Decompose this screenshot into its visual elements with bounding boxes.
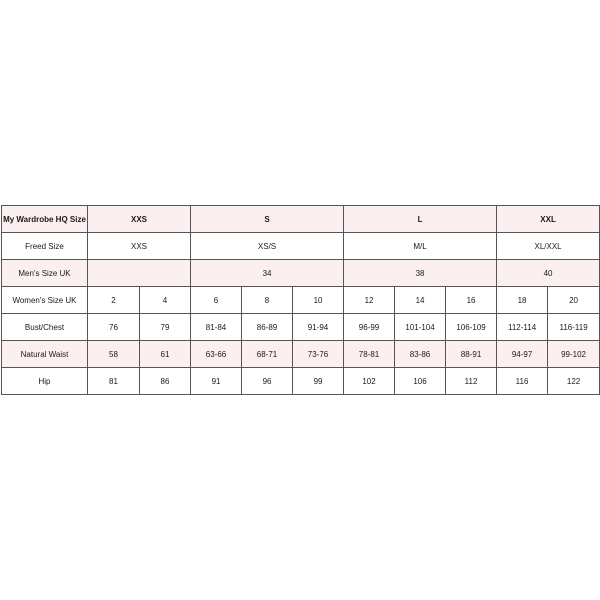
- waist-cell: 83-86: [395, 341, 446, 368]
- waist-cell: 63-66: [191, 341, 242, 368]
- bust-cell: 116-119: [548, 314, 600, 341]
- hip-cell: 112: [446, 368, 497, 395]
- waist-cell: 58: [88, 341, 140, 368]
- bust-cell: 96-99: [344, 314, 395, 341]
- table-row-bust: [2, 314, 600, 341]
- row-label-bust: Bust/Chest: [2, 314, 88, 341]
- hip-cell: 86: [140, 368, 191, 395]
- waist-cell: 88-91: [446, 341, 497, 368]
- womens-size-cell: 6: [191, 287, 242, 314]
- womens-size-cell: 2: [88, 287, 140, 314]
- brand-size-xxl: XXL: [497, 206, 600, 233]
- table-row-waist: [2, 341, 600, 368]
- womens-size-cell: 4: [140, 287, 191, 314]
- row-label-brand-size: My Wardrobe HQ Size: [2, 206, 88, 233]
- waist-cell: 61: [140, 341, 191, 368]
- womens-size-cell: 16: [446, 287, 497, 314]
- freed-size-cell: XS/S: [191, 233, 344, 260]
- row-label-womens-size: Women's Size UK: [2, 287, 88, 314]
- brand-size-s: S: [191, 206, 344, 233]
- waist-cell: 68-71: [242, 341, 293, 368]
- waist-cell: 99-102: [548, 341, 600, 368]
- bust-cell: 76: [88, 314, 140, 341]
- mens-size-cell: 38: [344, 260, 497, 287]
- bust-cell: 112-114: [497, 314, 548, 341]
- womens-size-cell: 18: [497, 287, 548, 314]
- hip-cell: 122: [548, 368, 600, 395]
- bust-cell: 91-94: [293, 314, 344, 341]
- hip-cell: 96: [242, 368, 293, 395]
- waist-cell: 94-97: [497, 341, 548, 368]
- bust-cell: 81-84: [191, 314, 242, 341]
- womens-size-cell: 10: [293, 287, 344, 314]
- row-label-freed-size: Freed Size: [2, 233, 88, 260]
- table-row-brand-size: [2, 206, 600, 233]
- womens-size-cell: 20: [548, 287, 600, 314]
- mens-size-cell: [88, 260, 191, 287]
- womens-size-cell: 12: [344, 287, 395, 314]
- brand-size-l: L: [344, 206, 497, 233]
- hip-cell: 106: [395, 368, 446, 395]
- mens-size-cell: 34: [191, 260, 344, 287]
- row-label-waist: Natural Waist: [2, 341, 88, 368]
- waist-cell: 73-76: [293, 341, 344, 368]
- hip-cell: 99: [293, 368, 344, 395]
- freed-size-cell: XL/XXL: [497, 233, 600, 260]
- size-chart-table: [1, 205, 600, 395]
- bust-cell: 101-104: [395, 314, 446, 341]
- brand-size-xxs: XXS: [88, 206, 191, 233]
- waist-cell: 78-81: [344, 341, 395, 368]
- hip-cell: 116: [497, 368, 548, 395]
- table-row-hip: [2, 368, 600, 395]
- womens-size-cell: 14: [395, 287, 446, 314]
- mens-size-cell: 40: [497, 260, 600, 287]
- row-label-hip: Hip: [2, 368, 88, 395]
- bust-cell: 106-109: [446, 314, 497, 341]
- womens-size-cell: 8: [242, 287, 293, 314]
- hip-cell: 81: [88, 368, 140, 395]
- table-row-womens-size: [2, 287, 600, 314]
- table-row-freed-size: [2, 233, 600, 260]
- freed-size-cell: XXS: [88, 233, 191, 260]
- bust-cell: 86-89: [242, 314, 293, 341]
- hip-cell: 102: [344, 368, 395, 395]
- bust-cell: 79: [140, 314, 191, 341]
- table-row-mens-size: [2, 260, 600, 287]
- hip-cell: 91: [191, 368, 242, 395]
- freed-size-cell: M/L: [344, 233, 497, 260]
- row-label-mens-size: Men's Size UK: [2, 260, 88, 287]
